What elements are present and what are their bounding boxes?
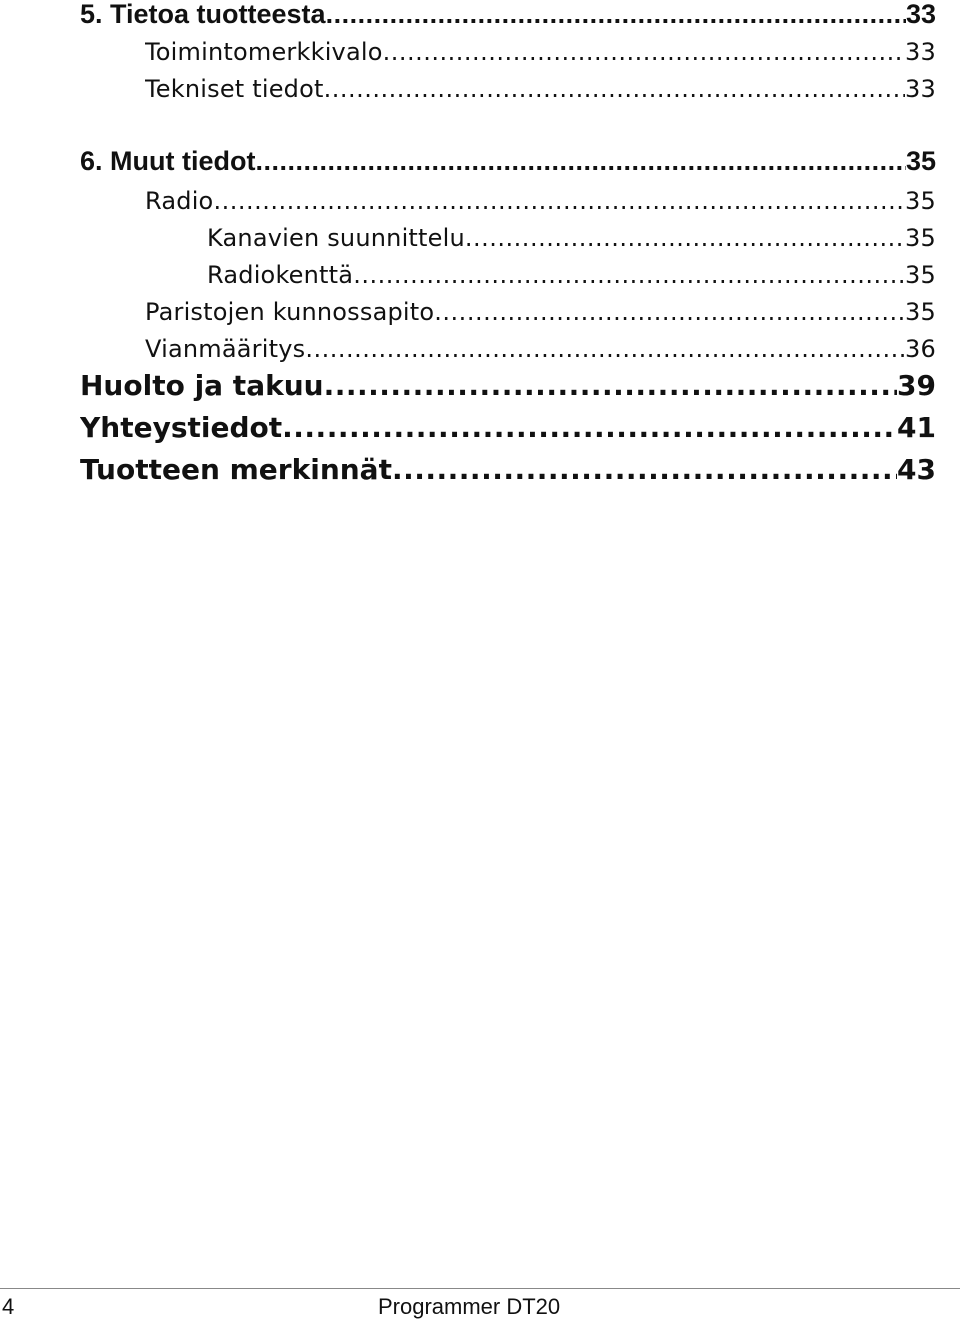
toc-entry-page: 35 bbox=[905, 298, 936, 326]
toc-entry-huolto-ja-takuu[interactable] bbox=[80, 366, 936, 406]
toc-leader bbox=[383, 35, 905, 69]
toc-entry-page: 35 bbox=[905, 261, 936, 289]
toc-leader bbox=[255, 144, 905, 178]
toc-entry-title: 5. Tietoa tuotteesta bbox=[80, 0, 326, 29]
toc-leader bbox=[324, 72, 905, 106]
toc-leader bbox=[434, 295, 905, 329]
toc-leader bbox=[465, 221, 905, 255]
toc-entry-tekniset-tiedot[interactable] bbox=[145, 72, 936, 106]
toc-entry-tuotteen-merkinnat[interactable] bbox=[80, 450, 936, 490]
toc-leader bbox=[282, 408, 897, 448]
toc-entry-muut-tiedot[interactable] bbox=[80, 144, 936, 178]
footer-divider bbox=[0, 1288, 960, 1289]
toc-entry-title: Tuotteen merkinnät bbox=[80, 453, 392, 486]
toc-entry-title: Kanavien suunnittelu bbox=[207, 224, 465, 252]
toc-entry-title: 6. Muut tiedot bbox=[80, 146, 256, 176]
toc-leader bbox=[326, 0, 906, 31]
toc-entry-tietoa-tuotteesta[interactable] bbox=[80, 0, 936, 31]
toc-entry-title: Huolto ja takuu bbox=[80, 369, 324, 402]
toc-entry-yhteystiedot[interactable] bbox=[80, 408, 936, 448]
toc-leader bbox=[213, 184, 905, 218]
toc-entry-title: Radio bbox=[145, 187, 214, 215]
toc-entry-radio[interactable] bbox=[145, 184, 936, 218]
toc-entry-page: 33 bbox=[905, 0, 936, 29]
toc-entry-title: Tekniset tiedot bbox=[145, 75, 324, 103]
footer-page-number: 4 bbox=[2, 1294, 15, 1319]
toc-entry-title: Yhteystiedot bbox=[80, 411, 283, 444]
toc-leader bbox=[305, 332, 905, 366]
toc-entry-title: Radiokenttä bbox=[207, 261, 354, 289]
toc-entry-page: 36 bbox=[905, 335, 936, 363]
footer-document-title: Programmer DT20 bbox=[378, 1294, 561, 1319]
toc-entry-title: Toimintomerkkivalo bbox=[145, 38, 383, 66]
toc-entry-page: 35 bbox=[905, 146, 936, 176]
toc-entry-page: 41 bbox=[897, 411, 936, 444]
toc-entry-page: 35 bbox=[905, 187, 936, 215]
toc-leader bbox=[392, 450, 897, 490]
toc-entry-vianmaaritys[interactable] bbox=[145, 332, 936, 366]
toc-entry-page: 33 bbox=[905, 38, 936, 66]
toc-entry-page: 43 bbox=[897, 453, 936, 486]
toc-entry-radiokentta[interactable] bbox=[207, 258, 936, 292]
toc-entry-title: Paristojen kunnossapito bbox=[145, 298, 435, 326]
toc-entry-title: Vianmääritys bbox=[145, 335, 306, 363]
toc-entry-paristojen-kunnossapito[interactable] bbox=[145, 295, 936, 329]
toc-entry-toimintomerkkivalo[interactable] bbox=[145, 35, 936, 69]
toc-entry-page: 35 bbox=[905, 224, 936, 252]
toc-entry-kanavien-suunnittelu[interactable] bbox=[207, 221, 936, 255]
toc-entry-page: 39 bbox=[897, 369, 936, 402]
toc-leader bbox=[324, 366, 897, 406]
toc-entry-page: 33 bbox=[905, 75, 936, 103]
toc-leader bbox=[353, 258, 905, 292]
